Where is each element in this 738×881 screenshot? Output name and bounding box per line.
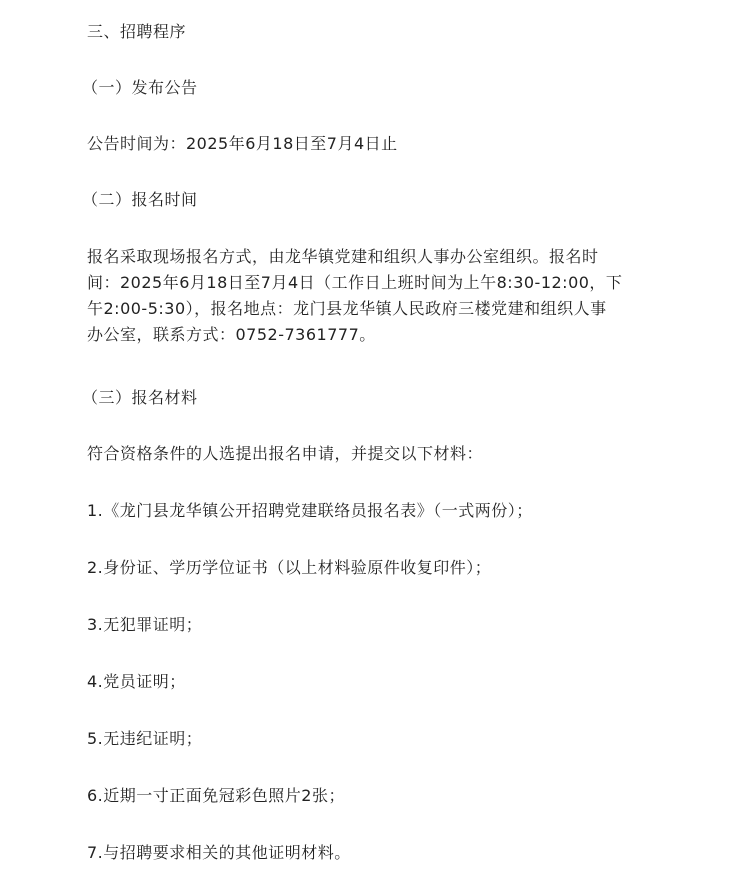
materials-list-item: 7.与招聘要求相关的其他证明材料。 [87, 843, 351, 862]
registration-paragraph [87, 244, 622, 348]
subsection-title-materials: （三）报名材料 [82, 388, 198, 407]
materials-list-item: 4.党员证明； [87, 672, 186, 691]
materials-list-item: 1.《龙门县龙华镇公开招聘党建联络员报名表》（一式两份）； [87, 501, 533, 520]
materials-intro-text: 符合资格条件的人选提出报名申请，并提交以下材料： [87, 444, 484, 463]
materials-list-item: 6.近期一寸正面免冠彩色照片2张； [87, 786, 345, 805]
registration-line: 办公室，联系方式：0752-7361777。 [87, 325, 376, 344]
subsection-title-registration-time: （二）报名时间 [82, 190, 198, 209]
section-title: 三、招聘程序 [87, 22, 187, 41]
materials-list-item: 2.身份证、学历学位证书（以上材料验原件收复印件）； [87, 558, 492, 577]
materials-list-item: 3.无犯罪证明； [87, 615, 203, 634]
registration-line: 报名采取现场报名方式，由龙华镇党建和组织人事办公室组织。报名时 [87, 247, 599, 266]
materials-list-item: 5.无违纪证明； [87, 729, 203, 748]
subsection-title-publish: （一）发布公告 [82, 78, 198, 97]
notice-time-text: 公告时间为：2025年6月18日至7月4日止 [87, 134, 398, 153]
registration-line: 午2:00-5:30），报名地点：龙门县龙华镇人民政府三楼党建和组织人事 [87, 299, 607, 318]
registration-line: 间：2025年6月18日至7月4日（工作日上班时间为上午8:30-12:00，下 [87, 273, 623, 292]
